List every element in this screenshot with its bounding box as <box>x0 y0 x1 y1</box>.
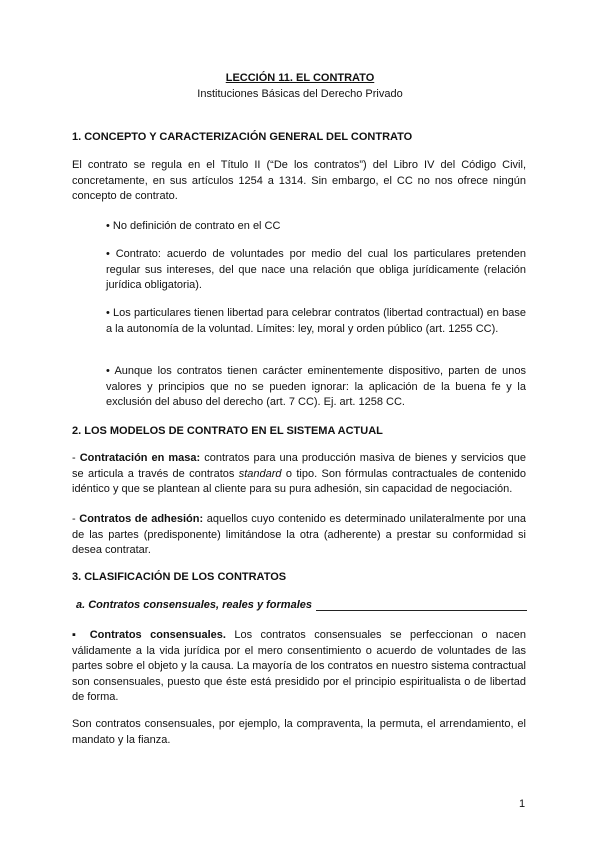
dash: - <box>72 452 80 464</box>
term-contratacion-en-masa: Contratación en masa: <box>79 452 201 464</box>
bullet-buena-fe: • Aunque los contratos tienen carácter eminentemente dispositivo, parten de unos valores y principios que no se pueden ignorar: la aplicación de la buena fe y la exclusión del abuso del derecho (art. 7 CC). Ej. art. 1258 CC. <box>106 365 526 408</box>
section-3-heading: 3. CLASIFICACIÓN DE LOS CONTRATOS <box>72 571 287 583</box>
adhesion-text: aquellos cuyo contenido es determinado unilateralmente por una de las partes (predisponente) limitándose la otra (adherente) a prestar su conformidad si desea contratar. <box>72 513 526 556</box>
term-contratos-consensuales: ▪ Contratos consensuales. <box>72 629 226 641</box>
document-subtitle: Instituciones Básicas del Derecho Privado <box>197 88 403 100</box>
dash: - <box>72 513 80 525</box>
subsection-a-heading: a. Contratos consensuales, reales y formales <box>76 599 312 611</box>
bullet-libertad-contractual: • Los particulares tienen libertad para celebrar contratos (libertad contractual) en base a la autonomía de la voluntad. Límites: ley, moral y orden público (art. 1255 CC). <box>106 307 526 335</box>
section-1-heading: 1. CONCEPTO Y CARACTERIZACIÓN GENERAL DEL CONTRATO <box>72 131 413 143</box>
paragraph-contratos-consensuales <box>72 628 526 706</box>
consensuales-text: Los contratos consensuales se perfeccionan o nacen válidamente a la vida jurídica por el mero consentimiento o acuerdo de voluntades de las partes sobre el objeto y la causa. La mayoría de los contratos en nuestro sistema contractual son consensuales, puesto que éste está presidido por el principio espiritualista o de libertad de forma. <box>72 629 526 703</box>
paragraph-contratacion-en-masa <box>72 451 526 498</box>
masa-text-a: contratos para una producción masiva de bienes y servicios que se articula a través de contratos <box>72 452 526 480</box>
section-1-intro: El contrato se regula en el Título II (“De los contratos”) del Libro IV del Código Civil, concretamente, en sus artículos 1254 a 1314. Sin embargo, el CC no nos ofrece ningún concepto de contrato. <box>72 159 526 202</box>
section-2-heading: 2. LOS MODELOS DE CONTRATO EN EL SISTEMA ACTUAL <box>72 425 383 437</box>
paragraph-ejemplos: Son contratos consensuales, por ejemplo, la compraventa, la permuta, el arrendamiento, el mandato y la fianza. <box>72 718 526 746</box>
term-contratos-adhesion: Contratos de adhesión: <box>79 513 204 525</box>
bullet-no-definicion: • No definición de contrato en el CC <box>106 220 281 232</box>
paragraph-contratos-adhesion <box>72 512 526 559</box>
term-standard: standard <box>238 467 282 480</box>
page-number: 1 <box>519 798 526 810</box>
subsection-underline <box>316 610 527 611</box>
document-title: LECCIÓN 11. EL CONTRATO <box>225 72 375 84</box>
masa-text-b: o tipo. Son fórmulas contractuales de contenido idéntico y que se plantean al cliente para su pura adhesión, sin capacidad de negociación. <box>72 467 527 495</box>
bullet-contrato-definicion: • Contrato: acuerdo de voluntades por medio del cual los particulares pretenden regular sus intereses, del que nace una relación que obliga jurídicamente (relación jurídica obligatoria). <box>106 248 526 291</box>
